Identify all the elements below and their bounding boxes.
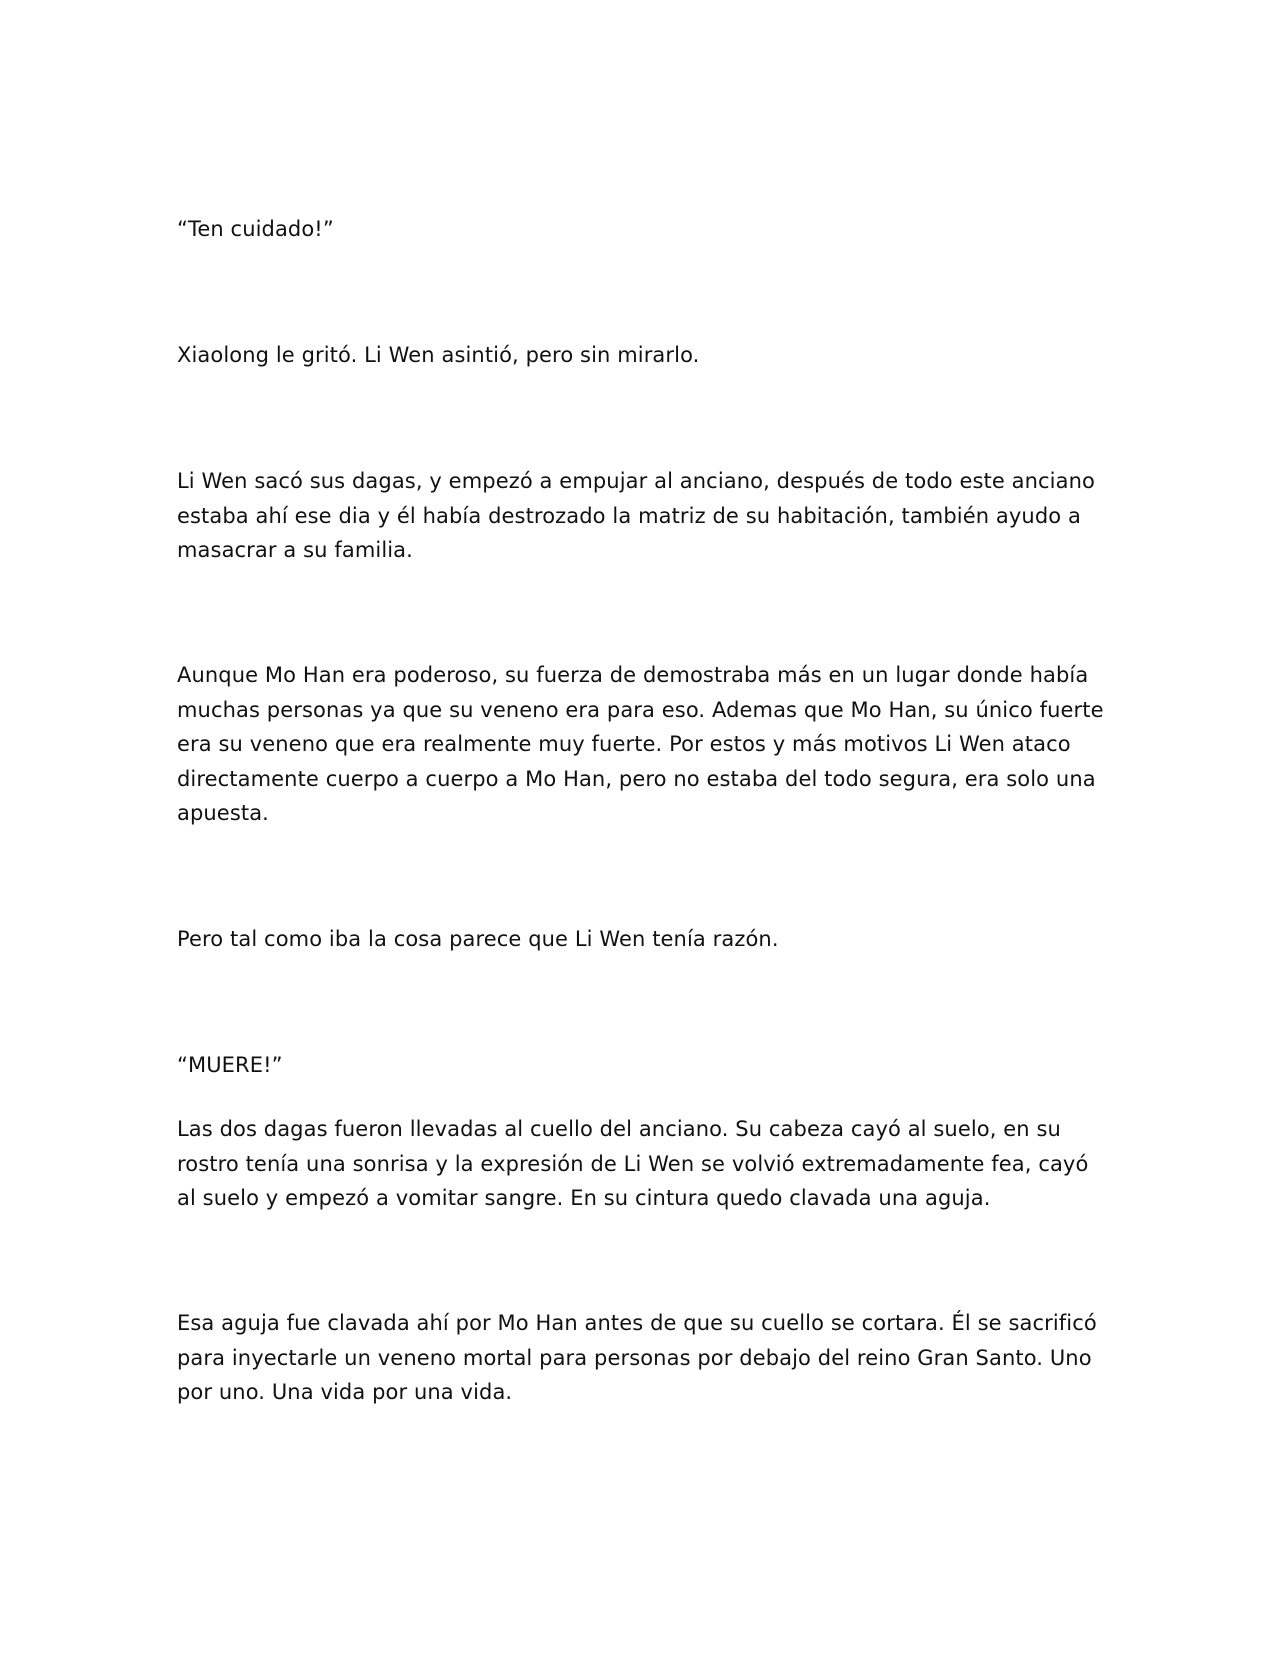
paragraph-warning-shout: “Ten cuidado!” [177,217,334,241]
paragraph-die-shout: “MUERE!” [177,1053,283,1077]
paragraph-needle-sacrifice: Esa aguja fue clavada ahí por Mo Han antes de que su cuello se cortara. Él se sacrificó para inyectarle un veneno mortal para personas por debajo del reino Gran Santo. Uno por uno. Una vida por una vida. [177,1311,1097,1404]
paragraph-li-wen-right: Pero tal como iba la cosa parece que Li Wen tenía razón. [177,927,779,951]
paragraph-mo-han-strength: Aunque Mo Han era poderoso, su fuerza de demostraba más en un lugar donde había muchas personas ya que su veneno era para eso. Ademas que Mo Han, su único fuerte era su veneno que era realmente muy fuerte. Por estos y más motivos Li Wen ataco directamente cuerpo a cuerpo a Mo Han, pero no estaba del todo segura, era solo una apuesta. [177,663,1104,825]
paragraph-daggers-neck: Las dos dagas fueron llevadas al cuello del anciano. Su cabeza cayó al suelo, en su rostro tenía una sonrisa y la expresión de Li Wen se volvió extremadamente fea, cayó al suelo y empezó a vomitar sangre. En su cintura quedo clavada una aguja. [177,1117,1089,1210]
paragraph-xiaolong-shout: Xiaolong le gritó. Li Wen asintió, pero sin mirarlo. [177,343,700,367]
paragraph-li-wen-daggers: Li Wen sacó sus dagas, y empezó a empujar al anciano, después de todo este anciano estaba ahí ese dia y él había destrozado la matriz de su habitación, también ayudo a masacrar a su familia. [177,469,1095,562]
